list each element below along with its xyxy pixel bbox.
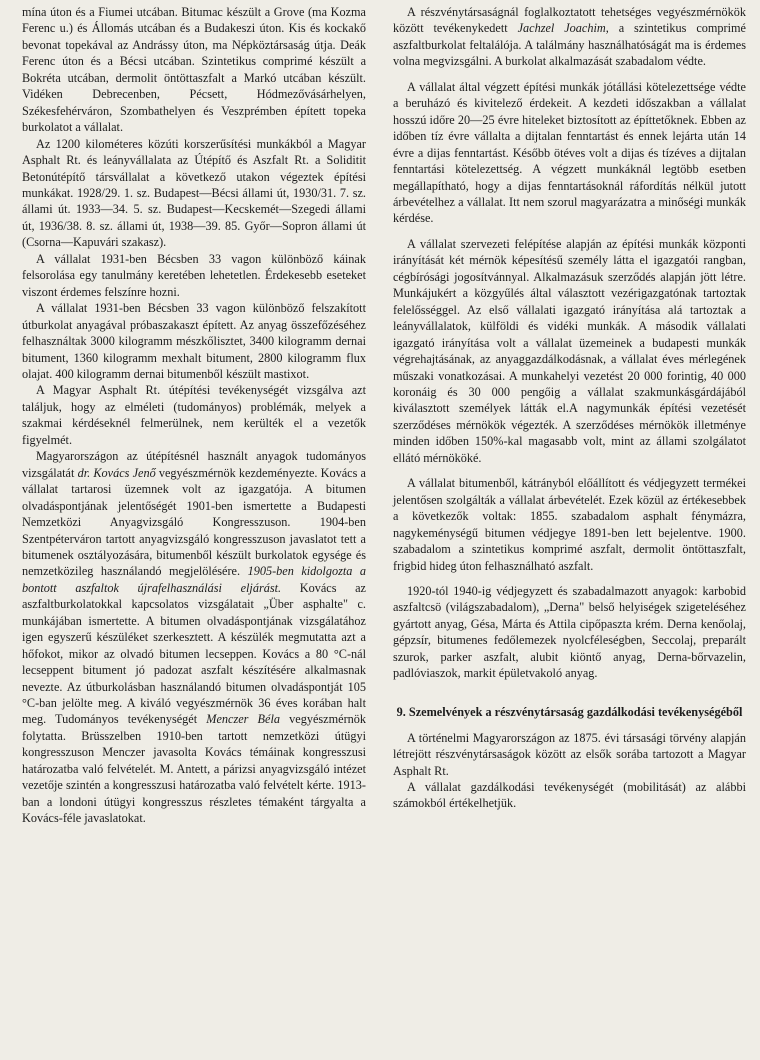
text-run: a szintetikus comprimé aszfaltburkolat feltalálója. A találmány használhatóságát ma is érdemes volna megvizsgálni. A burkolat alkalmazását szabadalom védte.: [393, 21, 746, 69]
paragraph: mína úton és a Fiumei utcában. Bitumac készült a Grove (ma Kozma Ferenc u.) és Állomás utcában és a Budakeszi úton. Kis és kockakő bevonat topekával az Andrássy úton, ma Népköztársaság útja. Deák Ferenc úton és a Bécsi utcában. Szintetikus comprimé készült a Bokréta utcában, dermolit öntöttaszfalt a Markó utcában készült. Vidéken Debrecenben, Pécsett, Hódmezővásárhelyen, Székesfehérváron, Szombathelyen és Veszprémben épített topeka burkolatot a vállalat.: [22, 5, 366, 135]
left-column: [22, 4, 366, 827]
italic-name: dr. Kovács Jenő: [77, 465, 156, 480]
text-run: vegyészmérnök folytatta. Brüsszelben 1910-ben tartott nemzetközi útügyi kongresszuson Menczer javasolta Kovács témáinak kongresszusi határozatba való felvételét. M. Antett, a párizsi anyagvizsgáló intézet vezetője szintén a kongresszusi határozatba való felvételt kérte. 1913-ban a londoni útügyi kongresszus részletes témaként tárgyalta a Kovács-féle javaslatokat.: [22, 712, 367, 826]
paragraph: Az 1200 kilométeres közúti korszerűsítési munkákból a Magyar Asphalt Rt. és leányvállalata az Útépítő és Aszfalt Rt. a Soliditit Betonútépítő társvállalat a következő utakon végeztek építési munkákat. 1928/29. 1. sz. Budapest—Bécsi állami út, 1930/31. 7. sz. állami út. 1933—34. 5. sz. Budapest—Kecskemét—Szegedi állami út, 1936/38. 8. sz. állami út, 1938—39. 85. Győr—Sopron állami út (Csorna—Kapuvári szakasz).: [22, 136, 366, 250]
text-run: Magyarországon az útépítésnél használt anyagok tudományos vizsgálatát: [22, 449, 366, 480]
right-column: [393, 4, 746, 812]
paragraph: A vállalat bitumenből, kátrányból előállított és védjegyzett termékei jelentősen szolgálták a vállalat árbevételét. Ezek közül az értékesebbek a következők voltak: 1855. szabadalom asphalt fénymázra, nagykeménységű bitumen védjegye 1891-ben lett bejelentve. 1900. szabadalom a szintetikus komprimé aszfalt, dermolit öntöttaszfalt, frigbid hideg úton felhasználható aszfalt.: [393, 476, 746, 573]
paragraph: A vállalat 1931-ben Bécsben 33 vagon különböző felszakított útburkolat anyagával próbaszakaszt épített. Az anyag összefőzéséhez felhasználtak 3000 kilogramm mészkőlisztet, 3400 kilogramm dernai bitument, 1360 kilogramm mexhalt bitument, 2800 kilogramm flux olajat. 400 kilogramm dernai bitumenből készült mastixot.: [22, 301, 366, 381]
text-run: A részvénytársaságnál foglalkoztatott tehetséges vegyészmérnökök között tevékenykedett: [393, 5, 746, 36]
paragraph: A vállalat szervezeti felépítése alapján az építési munkák központi irányítását két mérnök képesítésű személy látta el igazgatói rangban, cégbírósági jogosítvánnyal. Alkalmazásuk szerződés alapján jött létre. Munkájukért a közgyűlés által választott vezérigazgatónak tartoztak felelősséggel. Az első vállalati igazgató irányítása alá tartoztak a leányvállalatok, külföldi és vidéki munkák. A második vállalati igazgató irányítása volt a vállalat üzemeinek a budapesti munkák végrehajtásának, az anyaggazdálkodásnak, a vállalat éves mérlegének műszaki vonatkozásai. A munkahelyi vezetést 20 000 forintig, 40 000 koronáig és 30 000 pengőig a vállalat szakmunkásgárdájából kiválasztott személyek látták el.A nagymunkák építési vezetését szerződéses mérnökök végezték. A szerződéses mérnökök illetménye minden időben 150%-kal magasabb volt, mint az állami szolgálatot ellátó mérnököké.: [393, 236, 746, 465]
paragraph: [393, 4, 746, 70]
paragraph: A vállalat gazdálkodási tevékenységét (mobilitását) az alábbi számokból értékelhetjük.: [393, 780, 746, 811]
text-run: Kovács az aszfaltburkolatokkal kapcsolatos vizsgálatait „Über asphalte" c. munkájában ismertette. A bitumen olvadáspontjának vizsgálatához igen egyszerű készüléket szerkesztett. A készülék megmutatta azt a hőfokot, mikor az olvadó bitumen lecseppen. Kovács a 80 °C-nál lecseppent bitument jó padozat aszfalt készítésére alkalmasnak nevezte. Az útburkolásban használandó bitumen olvadáspontját 105 °C-ban jelölte meg. A kiváló vegyészmérnök 36 éves korában halt meg. Tudományos tevékenységét: [22, 580, 366, 727]
paragraph: 1920-tól 1940-ig védjegyzett és szabadalmazott anyagok: karbobid aszfaltcsö (világszabadalom), „Derna" belső helyiségek szigeteléséhez gyártott anyag, Gésa, Márta és Attila cipőpaszta krém. Derna kenőolaj, gépzsír, bitumenes fedőlemezek nyolcféleségben, Seccolaj, preparált szurok, parker aszfalt, alubit kiöntő anyag, Derna-bőrvazelin, padlóviaszok, markit épületvakoló anyag.: [393, 583, 746, 681]
paragraph: A vállalat 1931-ben Bécsben 33 vagon különböző káinak felsorolása egy tanulmány keretében lehetetlen. Érdekesebb eseteket viszont érdemes felszínre hozni.: [22, 251, 366, 299]
section-heading: 9. Szemelvények a részvénytársaság gazdálkodási tevékenységéből: [396, 704, 743, 719]
paragraph: A Magyar Asphalt Rt. útépítési tevékenységét vizsgálva azt találjuk, hogy az elméleti (tudományos) problémák, melyek a szakmai kérdéseknél felmerülnek, nem kerülték el a vezetők figyelmét.: [22, 383, 366, 447]
italic-name: Jachzel Joachim,: [517, 21, 609, 36]
paragraph: [22, 448, 366, 826]
paragraph: A vállalat által végzett építési munkák jótállási kötelezettsége védte a beruházó és kivitelező érdekeit. A kezdeti időszakban a vállalat hosszú időre 20—25 évre hiteleket biztosított az építtetőknek. Ebben az időben tíz évre vállalta a dijtalan fenntartást és ennek lejárta után 14 évre a dijas fenntartást. Később ötéves volt a dijas és tízéves a dijtalan fenntartási kötelezettség. A végzett munkáknál legtöbb esetben megállapítható, hogy a dijas fenntartásoknál ráfordítás nélkül jutott árbevételhez a vállalat. Itt nem szorul magyarázatra a minőségi munkák kérdése.: [393, 79, 746, 226]
italic-sentence: 1905-ben kidolgozta a bontott aszfaltok újrafelhasználási eljárást.: [22, 564, 366, 595]
paragraph: A történelmi Magyarországon az 1875. évi társasági törvény alapján létrejött részvénytársaságok között az elsők sorába tartozott a Magyar Asphalt Rt.: [393, 730, 746, 778]
italic-name: Menczer Béla: [206, 712, 281, 727]
text-run: vegyészmérnök kezdeményezte. Kovács a vállalat tartarosi üzemnek volt az igazgatója. A bitumen olvadáspontjának jelentőségét 1901-ben ismertette a Budapesti Nemzetközi Anyagvizsgáló Kongresszuson. 1904-ben Szentpéterváron tartott anyagvizsgáló kongresszuson javaslatot tett a bitumenek osztályozására, bitumenből készült burkolatok egysége és nemzetközileg használandó megjelölésére.: [22, 465, 366, 579]
